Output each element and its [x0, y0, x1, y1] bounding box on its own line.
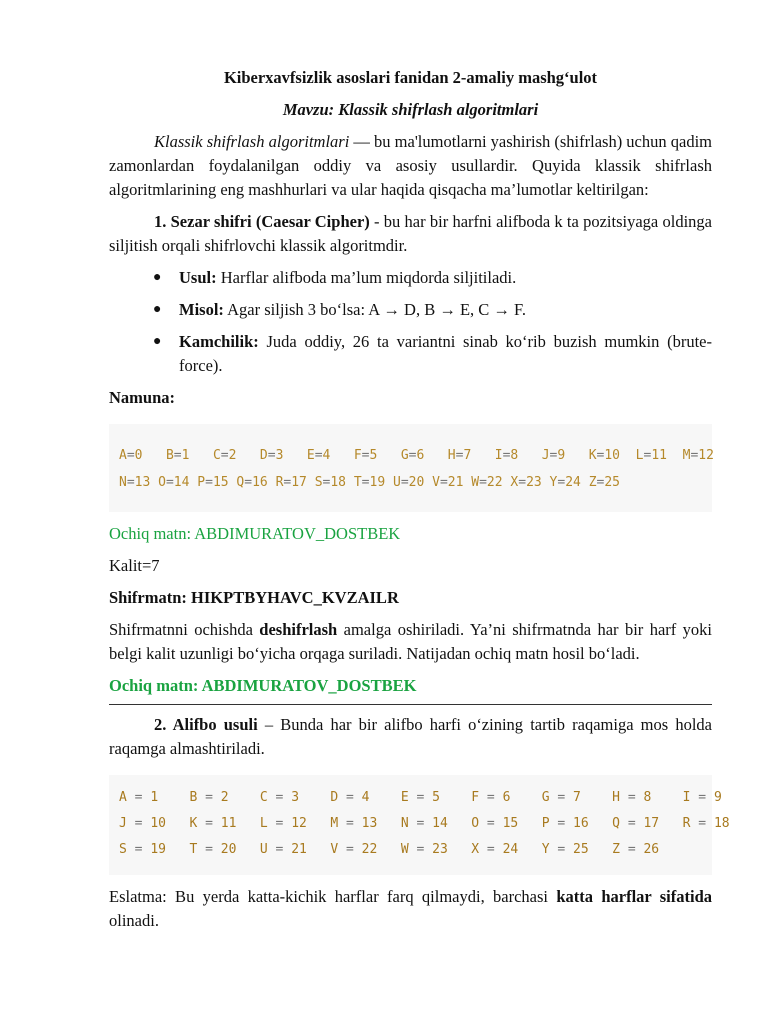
code-letter: R [682, 816, 691, 831]
decrypt-text-post: amalga oshiriladi. Ya’ni shifrmatnda har bir harf yoki belgi kalit uzunligi bo‘yicha orqaga suriladi. Natijadan ochiq matn hosil bo‘ladi. [109, 620, 712, 663]
code-number: 5 [432, 790, 440, 805]
code-number: 16 [573, 816, 589, 831]
code-number: 13 [134, 475, 151, 490]
code-letter: L [635, 448, 644, 463]
code-equals: = [549, 790, 574, 805]
namuna-text: Namuna: [109, 388, 176, 407]
code-number: 21 [447, 475, 464, 490]
ciphertext-line [109, 586, 712, 610]
code-equals: = [557, 475, 566, 490]
code-equals: = [267, 842, 292, 857]
code-number: 26 [643, 842, 660, 857]
code-number: 4 [322, 448, 331, 463]
code-equals: = [314, 448, 323, 463]
code-letter: D [330, 790, 339, 805]
code-letter: W [471, 475, 480, 490]
code-number: 6 [502, 790, 511, 805]
code-equals: = [690, 448, 699, 463]
code-equals: = [197, 842, 221, 857]
code-number: 0 [134, 448, 143, 463]
code-number: 9 [713, 790, 722, 805]
code-number: 15 [212, 475, 229, 490]
code-equals: = [400, 475, 409, 490]
code-letter: T [189, 842, 198, 857]
code-letter: X [471, 842, 480, 857]
code-letter: M [682, 448, 691, 463]
code-letter: F [353, 448, 362, 463]
code-number: 3 [275, 448, 284, 463]
code-number: 1 [181, 448, 190, 463]
code-equals: = [126, 816, 151, 831]
code-number: 5 [369, 448, 378, 463]
code-letter: D [259, 448, 268, 463]
code-equals: = [126, 842, 151, 857]
section-1-text: - bu har bir harfni alifboda k ta pozitsiyaga oldinga siljitish orqali shifrlovchi klassik algoritmdir. [109, 212, 712, 255]
code-number: 8 [643, 790, 652, 805]
code-equals: = [338, 842, 362, 857]
note-bold: katta harflar sifatida [556, 887, 713, 906]
bullet-item [109, 330, 712, 378]
code-number: 14 [432, 816, 448, 831]
bullet-item [109, 298, 712, 322]
bullet-label: Usul: [179, 268, 217, 287]
code-letter: K [588, 448, 597, 463]
code-letter: N [400, 816, 409, 831]
code-letter: J [541, 448, 550, 463]
code-line [119, 837, 702, 863]
code-number: 14 [173, 475, 190, 490]
section-1-heading: 1. Sezar shifri (Caesar Cipher) [154, 212, 370, 231]
code-number: 8 [510, 448, 519, 463]
note-text-pre: Eslatma: Bu yerda katta-kichik harflar farq qilmaydi, barchasi [109, 887, 557, 906]
code-letter: S [314, 475, 323, 490]
document-content [109, 66, 730, 933]
code-letter: O [471, 816, 480, 831]
code-letter: V [432, 475, 440, 490]
code-line [119, 785, 722, 811]
code-number: 10 [150, 816, 166, 831]
code-equals: = [518, 475, 527, 490]
intro-paragraph [109, 130, 712, 202]
code-letter: G [541, 790, 550, 805]
code-number: 24 [565, 475, 581, 490]
code-number: 22 [361, 842, 378, 857]
code-letter: T [353, 475, 362, 490]
code-equals: = [283, 475, 292, 490]
alphabet-number-code-block [109, 775, 730, 875]
code-equals: = [643, 448, 652, 463]
code-equals: = [690, 790, 714, 805]
code-equals: = [620, 790, 644, 805]
code-letter: I [494, 448, 503, 463]
code-letter: Y [549, 475, 558, 490]
plaintext-result-line [109, 674, 712, 698]
code-letter: F [471, 790, 480, 805]
code-number: 20 [408, 475, 425, 490]
bullet-text: Harflar alifboda ma’lum miqdorda siljitiladi. [216, 268, 517, 287]
code-letter: O [158, 475, 166, 490]
code-equals: = [479, 475, 487, 490]
section-2-text: – Bunda har bir alifbo harfi o‘zining tartib raqamiga mos holda raqamga almashtiriladi. [109, 715, 712, 758]
code-letter: S [119, 842, 127, 857]
code-number: 15 [502, 816, 519, 831]
ciphertext-text: Shifrmatn: HIKPTBYHAVC_KVZAILR [109, 588, 399, 607]
code-letter: V [330, 842, 339, 857]
code-equals: = [205, 475, 213, 490]
note-paragraph [109, 885, 712, 933]
code-number: 9 [557, 448, 566, 463]
code-equals: = [126, 790, 151, 805]
document-title: Kiberxavfsizlik asoslari fanidan 2-amaliy mashg‘ulot [223, 68, 598, 87]
bullet-label: Misol: [179, 300, 224, 319]
bullet-text: Agar siljish 3 bo‘lsa: A → D, B → E, C → F. [223, 300, 527, 319]
code-equals: = [267, 790, 292, 805]
code-letter: L [259, 816, 268, 831]
note-text-post: olinadi. [109, 911, 159, 930]
code-number: 12 [698, 448, 714, 463]
code-letter: Q [612, 816, 620, 831]
code-equals: = [361, 475, 370, 490]
code-letter: G [400, 448, 409, 463]
code-letter: W [400, 842, 409, 857]
code-number: 18 [330, 475, 347, 490]
code-equals: = [479, 816, 503, 831]
code-equals: = [197, 816, 221, 831]
section-divider [109, 704, 712, 705]
section-1-bullets [109, 266, 712, 378]
code-number: 2 [220, 790, 229, 805]
plaintext-result-text: Ochiq matn: ABDIMURATOV_DOSTBEK [109, 676, 417, 695]
section-2-heading: 2. Alifbo usuli [154, 715, 258, 734]
code-equals: = [596, 448, 605, 463]
code-number: 21 [291, 842, 307, 857]
code-number: 20 [220, 842, 237, 857]
code-equals: = [408, 816, 433, 831]
code-number: 25 [604, 475, 620, 490]
code-number: 4 [361, 790, 370, 805]
code-letter: C [212, 448, 221, 463]
code-letter: M [330, 816, 339, 831]
code-equals: = [322, 475, 331, 490]
bullet-dot-icon: ● [153, 334, 162, 349]
code-letter: U [392, 475, 401, 490]
code-number: 7 [463, 448, 472, 463]
code-equals: = [439, 475, 448, 490]
code-number: 11 [651, 448, 667, 463]
code-number: 23 [526, 475, 542, 490]
intro-text: — bu ma'lumotlarni yashirish (shifrlash) uchun qadim zamonlardan foydalanilgan oddiy va asosiy usullardir. Quyida klassik shifrlash algoritmlarining eng mashhurlari va ular haqida qisqacha ma’lumotlar keltirilgan: [109, 132, 712, 199]
code-line [119, 469, 702, 496]
code-equals: = [338, 790, 362, 805]
bullet-dot-icon: ● [153, 302, 162, 317]
code-number: 11 [220, 816, 237, 831]
code-letter: H [612, 790, 620, 805]
code-equals: = [197, 790, 221, 805]
decrypt-bold: deshifrlash [259, 620, 338, 639]
bullet-item [109, 266, 712, 290]
code-letter: P [541, 816, 550, 831]
code-equals: = [267, 448, 276, 463]
bullet-text: Juda oddiy, 26 ta variantni sinab ko‘rib buzish mumkin (brute-force). [179, 332, 712, 375]
intro-italic: Klassik shifrlash algoritmlari [154, 132, 350, 151]
code-equals: = [361, 448, 370, 463]
code-equals: = [502, 448, 511, 463]
code-letter: E [400, 790, 409, 805]
code-number: 17 [643, 816, 660, 831]
code-equals: = [126, 475, 135, 490]
bullet-dot-icon: ● [153, 270, 162, 285]
code-equals: = [408, 790, 433, 805]
code-letter: A [119, 448, 127, 463]
code-equals: = [549, 842, 574, 857]
code-equals: = [479, 790, 503, 805]
code-equals: = [596, 475, 605, 490]
code-equals: = [549, 448, 558, 463]
code-number: 25 [573, 842, 589, 857]
code-number: 12 [291, 816, 307, 831]
section-2-paragraph [109, 713, 712, 761]
code-equals: = [408, 842, 433, 857]
code-letter: X [510, 475, 519, 490]
caesar-alphabet-code-block [109, 424, 712, 512]
code-equals: = [244, 475, 253, 490]
code-number: 23 [432, 842, 448, 857]
code-equals: = [690, 816, 714, 831]
code-letter: N [119, 475, 127, 490]
namuna-label [109, 386, 712, 410]
code-number: 17 [291, 475, 307, 490]
key-line: Kalit=7 [109, 556, 160, 575]
code-equals: = [126, 448, 135, 463]
code-equals: = [173, 448, 182, 463]
code-number: 1 [150, 790, 159, 805]
code-letter: C [259, 790, 268, 805]
code-equals: = [338, 816, 362, 831]
code-letter: E [306, 448, 315, 463]
code-equals: = [549, 816, 574, 831]
code-number: 3 [291, 790, 300, 805]
code-letter: K [189, 816, 198, 831]
code-number: 10 [604, 448, 620, 463]
code-line [119, 811, 730, 837]
code-letter: J [119, 816, 127, 831]
code-number: 22 [486, 475, 503, 490]
section-1-paragraph [109, 210, 712, 258]
code-equals: = [455, 448, 464, 463]
code-letter: P [197, 475, 206, 490]
bullet-label: Kamchilik: [179, 332, 259, 351]
code-letter: I [682, 790, 691, 805]
code-number: 13 [361, 816, 378, 831]
code-letter: B [189, 790, 198, 805]
code-equals: = [220, 448, 229, 463]
code-number: 24 [502, 842, 519, 857]
code-equals: = [267, 816, 292, 831]
code-letter: A [119, 790, 127, 805]
plaintext-line: Ochiq matn: ABDIMURATOV_DOSTBEK [109, 524, 401, 543]
document-subtitle: Mavzu: Klassik shifrlash algoritmlari [282, 100, 539, 119]
decrypt-text-pre: Shifrmatnni ochishda [109, 620, 260, 639]
code-letter: Z [588, 475, 597, 490]
code-number: 18 [713, 816, 730, 831]
code-equals: = [165, 475, 174, 490]
code-letter: U [259, 842, 268, 857]
code-letter: H [447, 448, 456, 463]
code-letter: Z [612, 842, 620, 857]
code-number: 16 [252, 475, 268, 490]
code-equals: = [620, 842, 644, 857]
code-number: 6 [416, 448, 425, 463]
code-letter: Q [236, 475, 245, 490]
code-letter: R [275, 475, 284, 490]
decrypt-paragraph [109, 618, 712, 666]
code-number: 7 [573, 790, 581, 805]
code-equals: = [408, 448, 417, 463]
code-letter: Y [541, 842, 550, 857]
code-number: 19 [369, 475, 386, 490]
code-letter: B [165, 448, 174, 463]
code-number: 2 [228, 448, 237, 463]
code-equals: = [479, 842, 503, 857]
code-equals: = [620, 816, 644, 831]
code-number: 19 [150, 842, 166, 857]
code-line [119, 442, 714, 469]
